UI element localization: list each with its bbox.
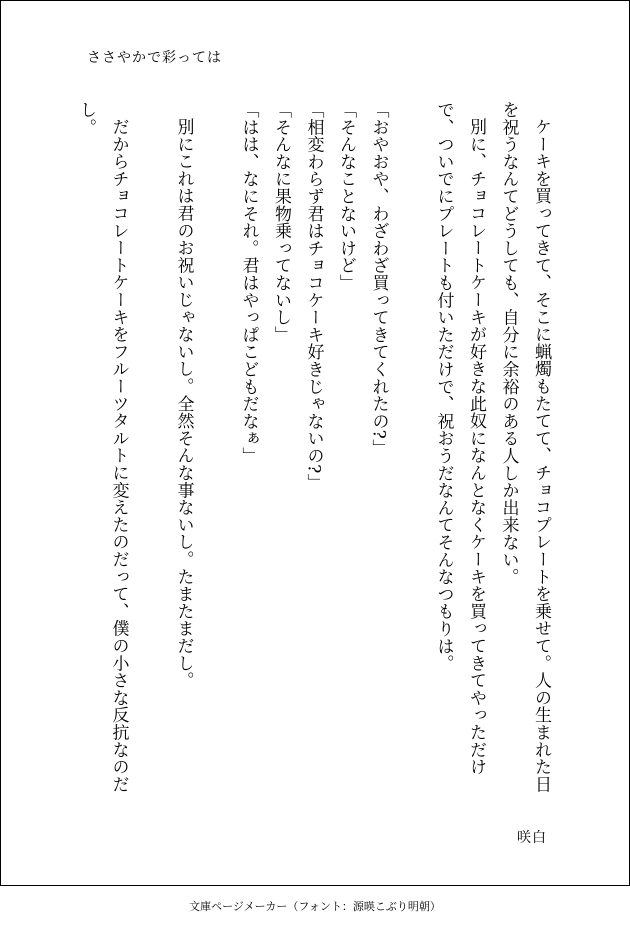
- author-signature: 咲白: [517, 830, 547, 846]
- dialog-line-1: 「おやおや、わざわざ買ってきてくれたの?」: [368, 101, 389, 457]
- dialog-line-5: 「はは、なにそれ。君はやっぱこどもだなぁ」: [238, 101, 259, 465]
- blank-line: [395, 101, 428, 801]
- paragraph-2: 別に、チョコレートケーキが好きな此奴になんとなくケーキを買ってきてやっただけで、ついでにプレートも付いただけで、祝おうだなんてそんなつもりは。: [433, 101, 486, 776]
- dialog-line-3: 「相変わらず君はチョコケーキ好きじゃないの?」: [303, 101, 324, 492]
- paragraph-4: だからチョコレートケーキをフルーツタルトに変えたのだって、僕の小さな反抗なのだし。: [76, 101, 129, 793]
- blank-line: [135, 101, 168, 801]
- dialog-line-4: 「そんなに果物乗ってないし」: [271, 101, 291, 344]
- page-title: ささやかで彩っては: [87, 50, 222, 66]
- footer-credit: 文庫ページメーカー（フォント：源暎こぶり明朝）: [189, 900, 441, 913]
- paragraph-3: 別にこれは君のお祝いじゃないし。全然そんな事ないし。たまたまだし。: [173, 118, 194, 689]
- dialog-line-2: 「そんなことないけど」: [336, 101, 356, 292]
- blank-line: [200, 101, 233, 801]
- paragraph-1: ケーキを買ってきて、そこに蝋燭もたてて、チョコプレートを乗せて。人の生まれた日を祝うなんてどうしても、自分に余裕のある人しか出来ない。: [498, 101, 551, 793]
- body-text: [70, 101, 558, 801]
